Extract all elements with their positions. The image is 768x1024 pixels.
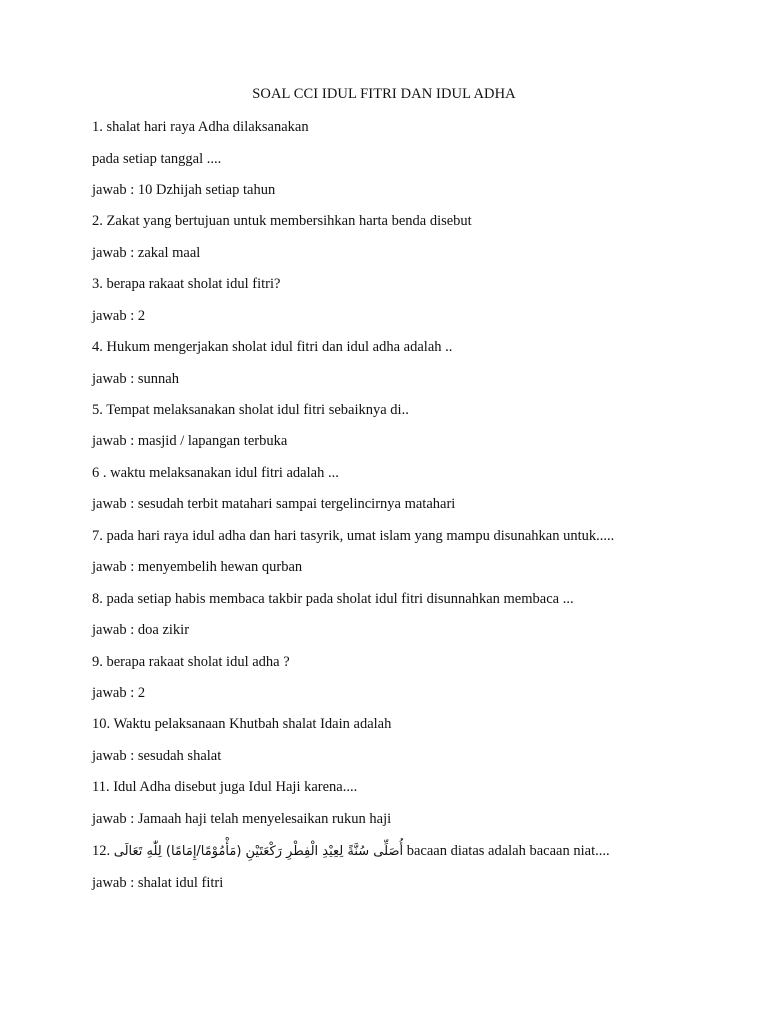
answer-7: jawab : menyembelih hewan qurban [92, 559, 303, 575]
answer-8: jawab : doa zikir [92, 622, 190, 638]
question-8: 8. pada setiap habis membaca takbir pada sholat idul fitri disunnahkan membaca ... [92, 591, 574, 607]
question-12-number: 12. [92, 843, 111, 859]
question-2: 2. Zakat yang bertujuan untuk membersihkan harta benda disebut [92, 213, 472, 229]
answer-5: jawab : masjid / lapangan terbuka [92, 433, 288, 449]
question-9: 9. berapa rakaat sholat idul adha ? [92, 654, 290, 670]
answer-3: jawab : 2 [92, 308, 146, 324]
question-12 [92, 842, 610, 861]
question-7: 7. pada hari raya idul adha dan hari tasyrik, umat islam yang mampu disunahkan untuk..... [92, 528, 615, 544]
question-11: 11. Idul Adha disebut juga Idul Haji karena.... [92, 779, 358, 795]
answer-4: jawab : sunnah [92, 371, 179, 387]
answer-11: jawab : Jamaah haji telah menyelesaikan rukun haji [92, 811, 392, 827]
answer-1: jawab : 10 Dzhijah setiap tahun [92, 182, 276, 198]
question-10: 10. Waktu pelaksanaan Khutbah shalat Idain adalah [92, 716, 392, 732]
question-1: 1. shalat hari raya Adha dilaksanakan [92, 119, 309, 135]
answer-6: jawab : sesudah terbit matahari sampai tergelincirnya matahari [92, 496, 456, 512]
question-6: 6 . waktu melaksanakan idul fitri adalah ... [92, 465, 339, 481]
answer-12: jawab : shalat idul fitri [92, 875, 224, 891]
document-title: SOAL CCI IDUL FITRI DAN IDUL ADHA [252, 86, 516, 102]
question-5: 5. Tempat melaksanakan sholat idul fitri sebaiknya di.. [92, 402, 409, 418]
question-3: 3. berapa rakaat sholat idul fitri? [92, 276, 281, 292]
question-1-continued: pada setiap tanggal .... [92, 151, 222, 167]
question-12-text: bacaan diatas adalah bacaan niat.... [406, 843, 610, 859]
answer-10: jawab : sesudah shalat [92, 748, 222, 764]
arabic-niat-text: أُصَلِّى سُنَّةً لِعِيْدِ الْفِطْرِ رَكْعَتَيْنِ (مَأْمُوْمًا/إِمَامًا) لِلّٰهِ تَعَالَى [113, 844, 404, 859]
answer-9: jawab : 2 [92, 685, 146, 701]
answer-2: jawab : zakal maal [92, 245, 201, 261]
question-4: 4. Hukum mengerjakan sholat idul fitri dan idul adha adalah .. [92, 339, 453, 355]
